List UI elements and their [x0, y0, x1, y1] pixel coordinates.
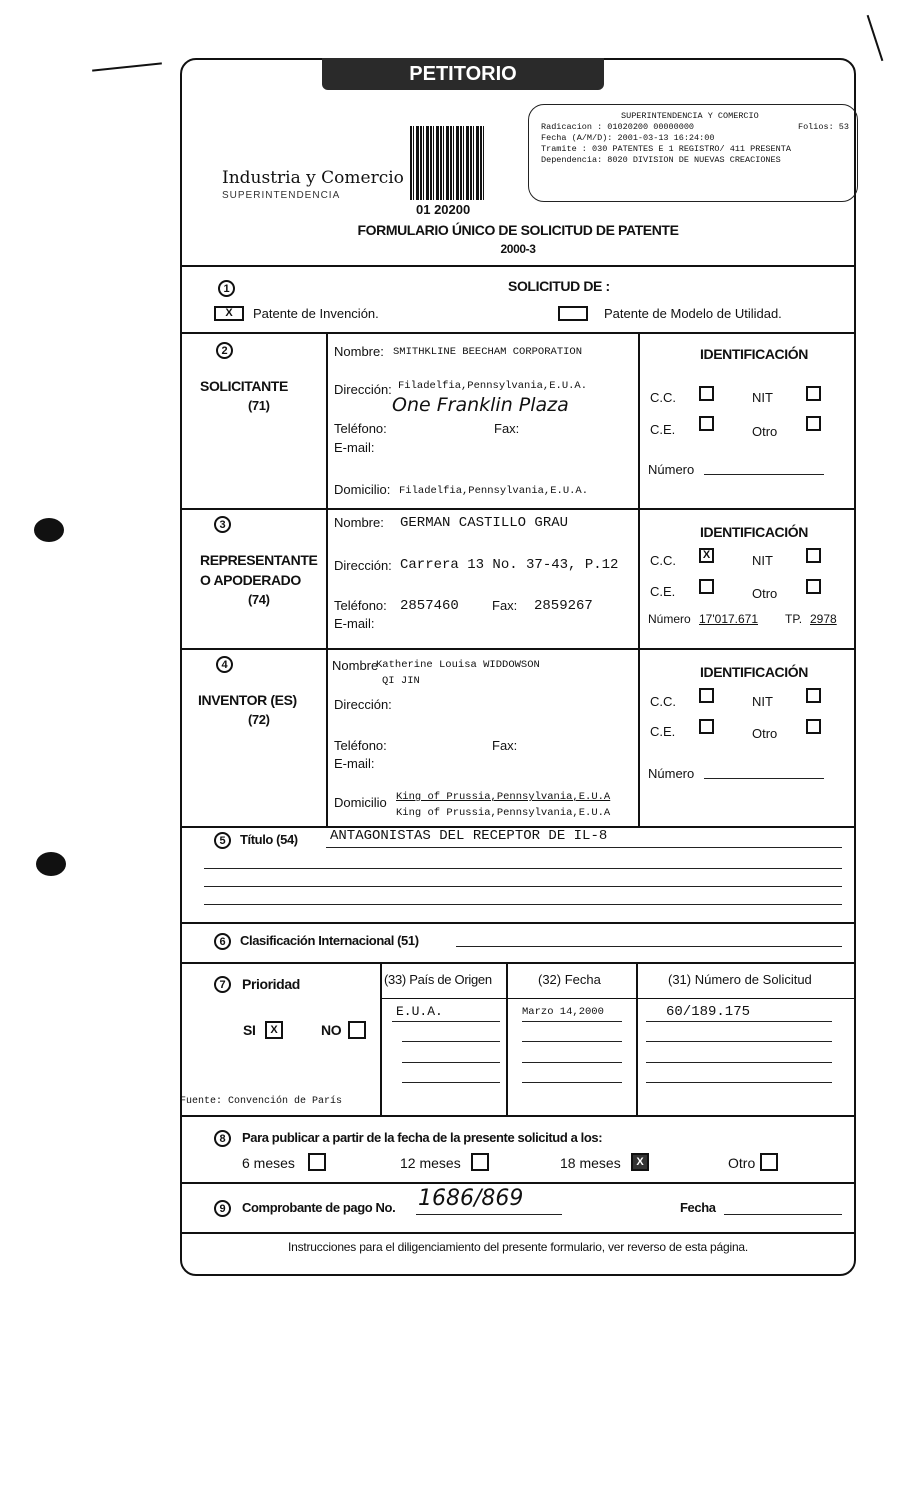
fuente-label: Fuente: Convención de París: [180, 1096, 343, 1107]
titulo-label: Título (54): [240, 832, 298, 847]
comprobante-numero[interactable]: 1686/869: [418, 1186, 524, 1211]
solicitante-domicilio[interactable]: Filadelfia,Pennsylvania,E.U.A.: [399, 485, 589, 497]
patente-invencion-label: Patente de Invención.: [253, 306, 379, 321]
prioridad-numero[interactable]: 60/189.175: [666, 1004, 751, 1020]
solicitante-nombre[interactable]: SMITHKLINE BEECHAM CORPORATION: [393, 346, 583, 358]
section-number-6: 6: [214, 933, 231, 950]
ce-checkbox[interactable]: [699, 719, 714, 734]
direccion-label: Dirección:: [334, 382, 392, 397]
cc-label: C.C.: [650, 390, 676, 405]
nit-checkbox[interactable]: [806, 688, 821, 703]
otro-label: Otro: [752, 726, 778, 741]
titulo-value[interactable]: ANTAGONISTAS DEL RECEPTOR DE IL-8: [330, 828, 608, 844]
fax-label: Fax:: [494, 421, 520, 436]
no-label: NO: [321, 1022, 342, 1038]
representante-tp[interactable]: 2978: [810, 612, 837, 626]
modelo-utilidad-checkbox[interactable]: [558, 306, 588, 321]
identificacion-heading: IDENTIFICACIÓN: [700, 346, 808, 362]
section-number-5: 5: [214, 832, 231, 849]
nit-checkbox[interactable]: [806, 386, 821, 401]
direccion-label: Dirección:: [334, 558, 392, 573]
nit-label: NIT: [752, 390, 773, 405]
comprobante-fecha-label: Fecha: [680, 1200, 716, 1215]
modelo-utilidad-label: Patente de Modelo de Utilidad.: [604, 306, 782, 321]
telefono-label: Teléfono:: [334, 421, 387, 436]
numero-label: Número: [648, 462, 695, 477]
section-number-2: 2: [216, 342, 233, 359]
nombre-label: Nombre:: [334, 515, 384, 530]
email-label: E-mail:: [334, 440, 375, 455]
solicitante-code: (71): [248, 398, 270, 413]
domicilio-label: Domicilio: [334, 795, 387, 810]
section-number-7: 7: [214, 976, 231, 993]
patente-invencion-checkbox[interactable]: X: [214, 306, 244, 321]
scan-dot: [34, 518, 64, 542]
barcode-image: [410, 126, 486, 200]
form-title: FORMULARIO ÚNICO DE SOLICITUD DE PATENTE: [357, 222, 679, 238]
nit-label: NIT: [752, 553, 773, 568]
stamp-line: SUPERINTENDENCIA Y COMERCIO: [621, 111, 759, 121]
representante-numero[interactable]: 17'017.671: [699, 612, 759, 626]
fax-label: Fax:: [492, 598, 518, 613]
stamp-line: Dependencia: 8020 DIVISION DE NUEVAS CREACIONES: [541, 155, 781, 165]
email-label: E-mail:: [334, 616, 375, 631]
section-number-8: 8: [214, 1130, 231, 1147]
scan-mark: [92, 62, 162, 71]
org-name: Industria y Comercio: [222, 168, 404, 188]
prioridad-pais[interactable]: E.U.A.: [396, 1004, 443, 1019]
cc-checkbox[interactable]: [699, 386, 714, 401]
stamp-folios: Folios: 53: [797, 122, 849, 132]
ce-checkbox[interactable]: [699, 416, 714, 431]
inventor-domicilio-2[interactable]: King of Prussia,Pennsylvania,E.U.A: [396, 807, 611, 819]
instrucciones-footer: Instrucciones para el diligenciamiento del presente formulario, ver reverso de esta página.: [287, 1240, 749, 1254]
publicar-6-meses-checkbox[interactable]: [308, 1153, 326, 1171]
clasificacion-label: Clasificación Internacional (51): [240, 933, 419, 948]
no-checkbox[interactable]: [348, 1021, 366, 1039]
identificacion-heading: IDENTIFICACIÓN: [700, 524, 808, 540]
scan-mark: [867, 15, 884, 61]
registration-stamp: [528, 104, 858, 202]
solicitante-label: SOLICITANTE: [200, 378, 288, 394]
section1-heading: SOLICITUD DE :: [508, 278, 610, 294]
publicar-18-meses-checkbox[interactable]: X: [631, 1153, 649, 1171]
stamp-line: Radicacion : 01020200 00000000: [541, 122, 695, 132]
representante-nombre[interactable]: GERMAN CASTILLO GRAU: [400, 515, 569, 531]
telefono-label: Teléfono:: [334, 738, 387, 753]
numero-solicitud-header: (31) Número de Solicitud: [668, 972, 812, 987]
nombre-label: Nombre: [332, 658, 379, 673]
prioridad-fecha[interactable]: Marzo 14,2000: [522, 1006, 604, 1018]
publicar-otro-label: Otro: [728, 1155, 756, 1171]
section-number-9: 9: [214, 1200, 231, 1217]
inventor-nombre-2[interactable]: QI JIN: [382, 675, 420, 687]
section-number-4: 4: [216, 656, 233, 673]
section-number-3: 3: [214, 516, 231, 533]
ce-label: C.E.: [650, 584, 676, 599]
publicar-18-meses-label: 18 meses: [560, 1155, 621, 1171]
numero-label: Número: [648, 612, 691, 626]
ce-checkbox[interactable]: [699, 579, 714, 594]
stamp-line: Fecha (A/M/D): 2001-03-13 16:24:00: [541, 133, 715, 143]
publicar-label: Para publicar a partir de la fecha de la presente solicitud a los:: [242, 1130, 603, 1145]
form-code: 2000-3: [500, 242, 536, 256]
si-label: SI: [243, 1022, 256, 1038]
page-title: PETITORIO: [409, 62, 517, 85]
nit-checkbox[interactable]: [806, 548, 821, 563]
nit-label: NIT: [752, 694, 773, 709]
otro-checkbox[interactable]: [806, 579, 821, 594]
publicar-12-meses-label: 12 meses: [400, 1155, 461, 1171]
cc-checkbox[interactable]: [699, 688, 714, 703]
representante-direccion[interactable]: Carrera 13 No. 37-43, P.12: [400, 557, 619, 573]
numero-label: Número: [648, 766, 695, 781]
tp-label: TP.: [785, 612, 803, 626]
solicitante-direccion-handwritten[interactable]: One Franklin Plaza: [392, 394, 569, 416]
ce-label: C.E.: [650, 724, 676, 739]
cc-checkbox[interactable]: X: [699, 548, 714, 563]
publicar-12-meses-checkbox[interactable]: [471, 1153, 489, 1171]
representante-label: REPRESENTANTE: [200, 552, 318, 568]
identificacion-heading: IDENTIFICACIÓN: [700, 664, 808, 680]
otro-label: Otro: [752, 586, 778, 601]
fax-label: Fax:: [492, 738, 518, 753]
ce-label: C.E.: [650, 422, 676, 437]
domicilio-label: Domicilio:: [334, 482, 391, 497]
org-subtitle: SUPERINTENDENCIA: [222, 190, 341, 201]
barcode-number: 01 20200: [416, 202, 471, 217]
stamp-line: Tramite : 030 PATENTES E 1 REGISTRO/ 411 PRESENTA: [541, 144, 791, 154]
prioridad-label: Prioridad: [242, 976, 300, 992]
representante-telefono[interactable]: 2857460: [400, 598, 459, 614]
inventor-label: INVENTOR (ES): [198, 692, 297, 708]
otro-checkbox[interactable]: [806, 416, 821, 431]
inventor-nombre-1[interactable]: Katherine Louisa WIDDOWSON: [376, 659, 540, 671]
telefono-label: Teléfono:: [334, 598, 387, 613]
nombre-label: Nombre:: [334, 344, 384, 359]
cc-label: C.C.: [650, 553, 676, 568]
fecha-header: (32) Fecha: [538, 972, 601, 987]
email-label: E-mail:: [334, 756, 375, 771]
cc-label: C.C.: [650, 694, 676, 709]
scan-dot: [36, 852, 66, 876]
otro-label: Otro: [752, 424, 778, 439]
representante-fax[interactable]: 2859267: [534, 598, 593, 614]
si-checkbox[interactable]: X: [265, 1021, 283, 1039]
otro-checkbox[interactable]: [806, 719, 821, 734]
page-title-banner: [322, 58, 604, 90]
inventor-domicilio-1[interactable]: King of Prussia,Pennsylvania,E.U.A: [396, 791, 611, 803]
inventor-code: (72): [248, 712, 270, 727]
publicar-6-meses-label: 6 meses: [242, 1155, 295, 1171]
section-number-1: 1: [218, 280, 235, 297]
direccion-label: Dirección:: [334, 697, 392, 712]
comprobante-label: Comprobante de pago No.: [242, 1200, 396, 1215]
apoderado-label: O APODERADO: [200, 572, 301, 588]
representante-code: (74): [248, 592, 270, 607]
solicitante-direccion[interactable]: Filadelfia,Pennsylvania,E.U.A.: [398, 380, 588, 392]
publicar-otro-checkbox[interactable]: [760, 1153, 778, 1171]
pais-origen-header: (33) País de Origen: [384, 972, 492, 987]
